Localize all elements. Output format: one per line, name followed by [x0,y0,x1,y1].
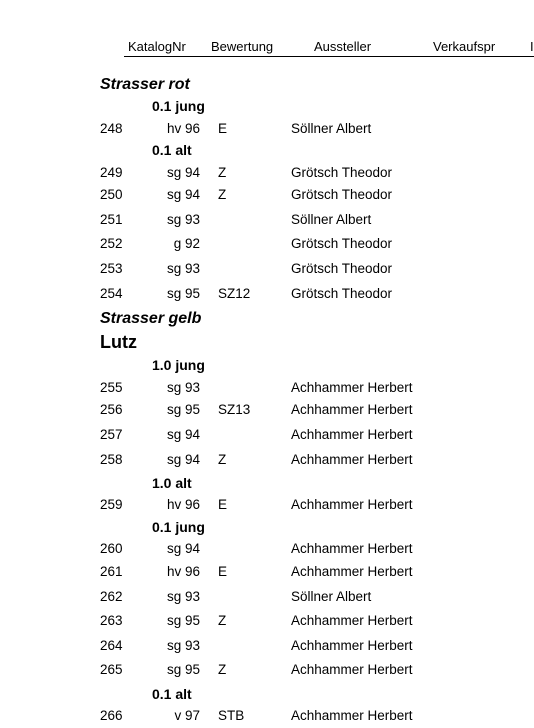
catalog-number: 258 [100,452,123,467]
award: SZ12 [218,286,251,301]
award: E [218,121,228,136]
exhibitor: Achhammer Herbert [291,452,413,467]
catalog-number: 254 [100,286,123,301]
grade: sg 93 [166,589,200,604]
table-row [0,662,534,680]
grade: sg 93 [166,261,200,276]
exhibitor: Achhammer Herbert [291,541,413,556]
award: E [218,497,228,512]
table-row [0,212,534,230]
group-title: Lutz [100,332,137,352]
table-row [0,261,534,279]
table-row [0,497,534,515]
table-row [0,402,534,420]
section-title: Strasser rot [100,76,190,93]
header-aussteller: Aussteller [314,39,372,54]
grade: hv 96 [166,497,200,512]
catalog-number: 263 [100,613,123,628]
exhibitor: Grötsch Theodor [291,236,393,251]
award: STB [218,708,245,723]
award: Z [218,452,227,467]
subgroup-title: 0.1 jung [152,98,205,114]
grade: sg 93 [166,380,200,395]
catalog-number: 265 [100,662,123,677]
table-row [0,613,534,631]
grade: sg 94 [166,165,200,180]
header-underline [124,56,534,57]
award: Z [218,613,227,628]
table-row [0,236,534,254]
table-row [0,589,534,607]
exhibitor: Achhammer Herbert [291,380,413,395]
exhibitor: Söllner Albert [291,121,372,136]
exhibitor: Achhammer Herbert [291,613,413,628]
subgroup-title: 1.0 alt [152,475,192,491]
exhibitor: Achhammer Herbert [291,638,413,653]
grade: hv 96 [166,564,200,579]
catalog-number: 248 [100,121,123,136]
catalog-number: 266 [100,708,123,723]
exhibitor: Achhammer Herbert [291,497,413,512]
table-row [0,380,534,398]
table-row [0,187,534,205]
award: Z [218,662,227,677]
header-bewertung: Bewertung [211,39,274,54]
table-row [0,286,534,304]
catalog-number: 260 [100,541,123,556]
award: SZ13 [218,402,251,417]
grade: sg 95 [166,662,200,677]
catalog-number: 262 [100,589,123,604]
subgroup-title: 1.0 jung [152,357,205,373]
exhibitor: Grötsch Theodor [291,261,393,276]
grade: hv 96 [166,121,200,136]
catalog-number: 261 [100,564,123,579]
award: E [218,564,228,579]
exhibitor: Achhammer Herbert [291,427,413,442]
award: Z [218,165,227,180]
exhibitor: Söllner Albert [291,212,372,227]
catalog-number: 249 [100,165,123,180]
catalog-number: 255 [100,380,123,395]
exhibitor: Achhammer Herbert [291,708,413,723]
exhibitor: Grötsch Theodor [291,165,393,180]
grade: sg 94 [166,427,200,442]
exhibitor: Achhammer Herbert [291,662,413,677]
catalog-number: 257 [100,427,123,442]
grade: sg 94 [166,187,200,202]
catalog-number: 259 [100,497,123,512]
table-row [0,165,534,183]
header-verkaufspreis: Verkaufspr [433,39,496,54]
table-row [0,541,534,559]
catalog-number: 251 [100,212,123,227]
table-row [0,121,534,139]
catalog-number: 250 [100,187,123,202]
grade: sg 94 [166,541,200,556]
grade: sg 95 [166,402,200,417]
exhibitor: Söllner Albert [291,589,372,604]
header-katalognr: KatalogNr [128,39,186,54]
exhibitor: Achhammer Herbert [291,564,413,579]
grade: g 92 [173,236,200,251]
catalog-number: 264 [100,638,123,653]
exhibitor: Grötsch Theodor [291,286,393,301]
award: Z [218,187,227,202]
section-title: Strasser gelb [100,310,202,327]
subgroup-title: 0.1 alt [152,142,192,158]
grade: sg 93 [166,212,200,227]
table-row [0,564,534,582]
catalog-number: 253 [100,261,123,276]
header-cut-column: I [530,39,534,54]
grade: sg 95 [166,613,200,628]
exhibitor: Grötsch Theodor [291,187,393,202]
table-row [0,452,534,470]
catalog-number: 252 [100,236,123,251]
catalog-number: 256 [100,402,123,417]
table-row [0,708,534,726]
grade: sg 93 [166,638,200,653]
grade: v 97 [174,708,200,723]
table-row [0,638,534,656]
subgroup-title: 0.1 jung [152,519,205,535]
subgroup-title: 0.1 alt [152,686,192,702]
grade: sg 95 [166,286,200,301]
grade: sg 94 [166,452,200,467]
table-row [0,427,534,445]
exhibitor: Achhammer Herbert [291,402,413,417]
